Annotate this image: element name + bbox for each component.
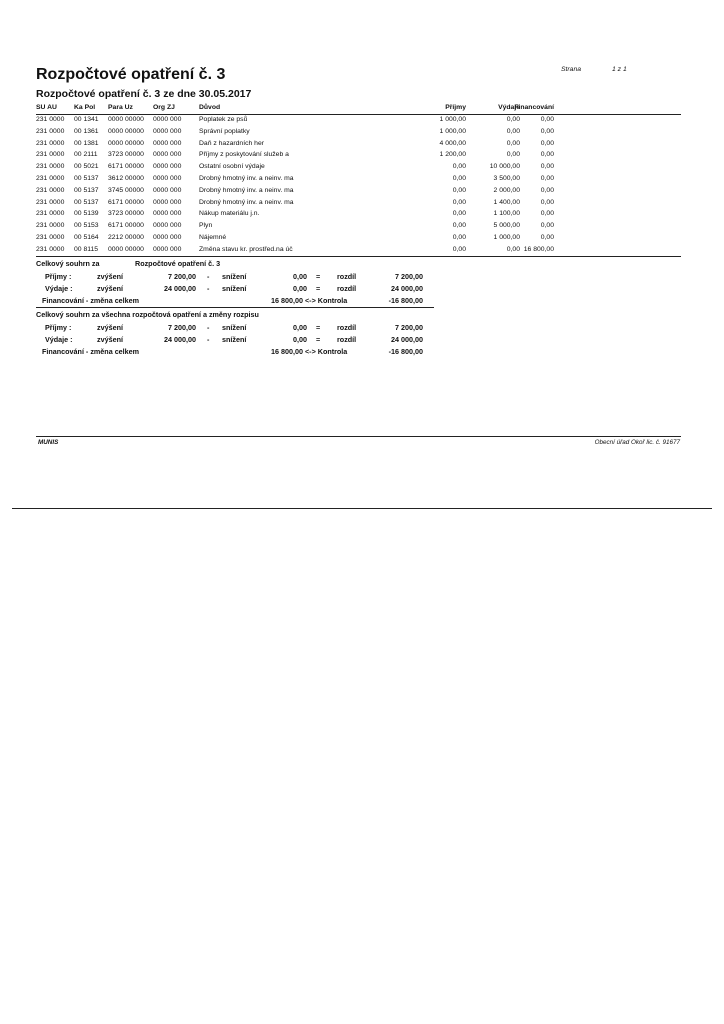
cell-vydaje: 10 000,00	[489, 163, 520, 171]
cell-org: 0000 000	[153, 116, 182, 123]
equals: =	[316, 272, 321, 281]
header-financovani: Financování	[514, 104, 554, 111]
cell-financovani: 0,00	[540, 139, 554, 147]
prijmy-zvyseni-value: 7 200,00	[168, 323, 196, 332]
kontrola-value: -16 800,00	[388, 296, 423, 305]
zvyseni-label: zvýšení	[97, 323, 123, 332]
cell-ka: 00 5153	[74, 222, 99, 230]
cell-org: 0000 000	[153, 127, 182, 135]
cell-para: 0000 00000	[108, 139, 144, 147]
header-divider	[36, 114, 681, 115]
dash: -	[207, 272, 210, 281]
snizeni-label: snížení	[222, 284, 247, 293]
vydaje-zvyseni-value: 24 000,00	[164, 335, 196, 344]
cell-ka: 00 5164	[74, 234, 99, 241]
cell-su: 231 0000	[36, 186, 65, 194]
cell-para: 3723 00000	[108, 210, 144, 218]
header-prijmy: Příjmy	[445, 104, 466, 111]
cell-ka: 00 5021	[74, 163, 99, 171]
zvyseni-label: zvýšení	[97, 284, 123, 293]
cell-org: 0000 000	[153, 175, 182, 182]
cell-duvod: Drobný hmotný inv. a neinv. ma	[199, 186, 294, 194]
header-ka-pol: Ka Pol	[74, 104, 96, 111]
cell-para: 0000 00000	[108, 127, 144, 135]
rozdil-label: rozdíl	[337, 323, 357, 332]
cell-duvod: Příjmy z poskytování služeb a	[199, 151, 289, 159]
cell-ka: 00 1341	[74, 116, 99, 123]
cell-financovani: 0,00	[540, 151, 554, 159]
cell-duvod: Ostatní osobní výdaje	[199, 163, 265, 171]
cell-vydaje: 3 500,00	[493, 175, 520, 182]
prijmy-rozdil-value: 7 200,00	[395, 272, 423, 281]
header-duvod: Důvod	[199, 104, 221, 111]
cell-financovani: 0,00	[540, 127, 554, 135]
vydaje-snizeni-value: 0,00	[293, 335, 307, 344]
cell-vydaje: 0,00	[506, 127, 520, 135]
header-vydaje: Výdaje	[498, 104, 520, 111]
cell-financovani: 0,00	[540, 198, 554, 206]
equals: =	[316, 284, 321, 293]
header-su-au: SU AU	[36, 104, 57, 111]
table-bottom-divider	[36, 256, 681, 257]
footer-left: MUNIS	[38, 439, 59, 446]
cell-prijmy: 0,00	[452, 234, 466, 241]
cell-org: 0000 000	[153, 234, 182, 241]
table-row	[36, 222, 570, 234]
table-row	[36, 210, 570, 222]
equals: =	[316, 335, 321, 344]
cell-financovani: 0,00	[540, 186, 554, 194]
page-title: Rozpočtové opatření č. 3	[36, 66, 226, 83]
footer-divider	[36, 436, 681, 437]
cell-su: 231 0000	[36, 198, 65, 206]
financovani-label: Financování - změna celkem	[42, 296, 140, 305]
cell-vydaje: 0,00	[506, 116, 520, 123]
table-row	[36, 187, 570, 199]
cell-org: 0000 000	[153, 245, 182, 253]
cell-para: 2212 00000	[108, 234, 144, 241]
cell-financovani: 0,00	[540, 175, 554, 182]
cell-org: 0000 000	[153, 151, 182, 159]
cell-financovani: 0,00	[540, 234, 554, 241]
table-row	[36, 140, 570, 152]
cell-financovani: 0,00	[540, 163, 554, 171]
page-number: 1 z 1	[612, 66, 627, 73]
cell-prijmy: 0,00	[452, 163, 466, 171]
vydaje-label: Výdaje :	[45, 284, 73, 293]
cell-su: 231 0000	[36, 245, 65, 253]
prijmy-label: Příjmy :	[45, 323, 72, 332]
table-row	[36, 234, 570, 246]
footer-right: Obecní úřad Okoř lic. č. 91677	[594, 439, 680, 446]
cell-para: 3612 00000	[108, 175, 144, 182]
cell-duvod: Nákup materiálu j.n.	[199, 210, 260, 218]
cell-su: 231 0000	[36, 127, 65, 135]
table-row	[36, 116, 570, 128]
cell-vydaje: 5 000,00	[493, 222, 520, 230]
prijmy-rozdil-value: 7 200,00	[395, 323, 423, 332]
cell-org: 0000 000	[153, 198, 182, 206]
cell-org: 0000 000	[153, 186, 182, 194]
cell-duvod: Správní poplatky	[199, 127, 250, 135]
cell-duvod: Nájemné	[199, 234, 227, 241]
page-bottom-rule	[12, 508, 712, 509]
page-label: Strana	[561, 66, 582, 73]
snizeni-label: snížení	[222, 272, 247, 281]
cell-prijmy: 1 200,00	[439, 151, 466, 159]
snizeni-label: snížení	[222, 335, 247, 344]
cell-ka: 00 5137	[74, 186, 99, 194]
cell-prijmy: 0,00	[452, 175, 466, 182]
cell-vydaje: 0,00	[506, 245, 520, 253]
cell-financovani: 0,00	[540, 116, 554, 123]
cell-su: 231 0000	[36, 151, 65, 159]
cell-duvod: Drobný hmotný inv. a neinv. ma	[199, 175, 294, 182]
rozdil-label: rozdíl	[337, 335, 357, 344]
prijmy-label: Příjmy :	[45, 272, 72, 281]
cell-prijmy: 0,00	[452, 222, 466, 230]
rozdil-label: rozdíl	[337, 284, 357, 293]
summary-all-heading: Celkový souhrn za všechna rozpočtová opatření a změny rozpisu	[36, 310, 259, 319]
cell-su: 231 0000	[36, 175, 65, 182]
cell-ka: 00 5139	[74, 210, 99, 218]
cell-prijmy: 0,00	[452, 198, 466, 206]
vydaje-label: Výdaje :	[45, 335, 73, 344]
cell-su: 231 0000	[36, 116, 65, 123]
cell-vydaje: 0,00	[506, 151, 520, 159]
cell-prijmy: 0,00	[452, 210, 466, 218]
table-row	[36, 128, 570, 140]
cell-prijmy: 0,00	[452, 245, 466, 253]
page-subtitle: Rozpočtové opatření č. 3 ze dne 30.05.2017	[36, 88, 252, 100]
dash: -	[207, 323, 210, 332]
cell-su: 231 0000	[36, 210, 65, 218]
zvyseni-label: zvýšení	[97, 272, 123, 281]
kontrola-value: -16 800,00	[388, 347, 423, 356]
cell-prijmy: 1 000,00	[439, 116, 466, 123]
dash: -	[207, 335, 210, 344]
prijmy-snizeni-value: 0,00	[293, 323, 307, 332]
equals: =	[316, 323, 321, 332]
cell-financovani: 0,00	[540, 210, 554, 218]
cell-vydaje: 1 100,00	[493, 210, 520, 218]
cell-vydaje: 1 000,00	[493, 234, 520, 241]
table-row	[36, 163, 570, 175]
cell-vydaje: 2 000,00	[493, 186, 520, 194]
summary-divider	[36, 307, 434, 308]
financovani-value: 16 800,00 <-> Kontrola	[271, 347, 348, 356]
cell-su: 231 0000	[36, 222, 65, 230]
cell-para: 3723 00000	[108, 151, 144, 159]
cell-prijmy: 1 000,00	[439, 127, 466, 135]
cell-ka: 00 2111	[74, 151, 98, 159]
cell-ka: 00 5137	[74, 175, 99, 182]
cell-su: 231 0000	[36, 163, 65, 171]
cell-org: 0000 000	[153, 163, 182, 171]
rozdil-label: rozdíl	[337, 272, 357, 281]
cell-vydaje: 0,00	[506, 139, 520, 147]
vydaje-rozdil-value: 24 000,00	[391, 284, 423, 293]
cell-duvod: Plyn	[199, 222, 213, 230]
header-para-uz: Para Uz	[108, 104, 133, 111]
snizeni-label: snížení	[222, 323, 247, 332]
cell-duvod: Daň z hazardních her	[199, 139, 264, 147]
cell-para: 3745 00000	[108, 186, 144, 194]
prijmy-zvyseni-value: 7 200,00	[168, 272, 196, 281]
zvyseni-label: zvýšení	[97, 335, 123, 344]
cell-duvod: Drobný hmotný inv. a neinv. ma	[199, 198, 294, 206]
cell-prijmy: 4 000,00	[439, 139, 466, 147]
cell-para: 6171 00000	[108, 222, 144, 230]
cell-para: 6171 00000	[108, 198, 144, 206]
cell-para: 6171 00000	[108, 163, 144, 171]
cell-ka: 00 8115	[74, 245, 99, 253]
cell-financovani: 16 800,00	[523, 245, 554, 253]
cell-su: 231 0000	[36, 139, 65, 147]
cell-ka: 00 5137	[74, 198, 99, 206]
cell-para: 0000 00000	[108, 245, 144, 253]
cell-vydaje: 1 400,00	[493, 198, 520, 206]
table-row	[36, 175, 570, 187]
cell-prijmy: 0,00	[452, 186, 466, 194]
vydaje-snizeni-value: 0,00	[293, 284, 307, 293]
summary-heading-left: Celkový souhrn za	[36, 259, 100, 268]
financovani-value: 16 800,00 <-> Kontrola	[271, 296, 348, 305]
cell-org: 0000 000	[153, 210, 182, 218]
vydaje-zvyseni-value: 24 000,00	[164, 284, 196, 293]
cell-ka: 00 1381	[74, 139, 99, 147]
prijmy-snizeni-value: 0,00	[293, 272, 307, 281]
cell-org: 0000 000	[153, 139, 182, 147]
cell-duvod: Změna stavu kr. prostřed.na úč	[199, 245, 293, 253]
cell-ka: 00 1361	[74, 127, 99, 135]
header-org-zj: Org ZJ	[153, 104, 175, 111]
cell-su: 231 0000	[36, 234, 65, 241]
table-row	[36, 151, 570, 163]
vydaje-rozdil-value: 24 000,00	[391, 335, 423, 344]
cell-para: 0000 00000	[108, 116, 144, 123]
financovani-label: Financování - změna celkem	[42, 347, 140, 356]
summary-heading-right: Rozpočtové opatření č. 3	[135, 259, 221, 268]
dash: -	[207, 284, 210, 293]
cell-financovani: 0,00	[540, 222, 554, 230]
table-row	[36, 199, 570, 211]
cell-org: 0000 000	[153, 222, 182, 230]
cell-duvod: Poplatek ze psů	[199, 116, 248, 123]
